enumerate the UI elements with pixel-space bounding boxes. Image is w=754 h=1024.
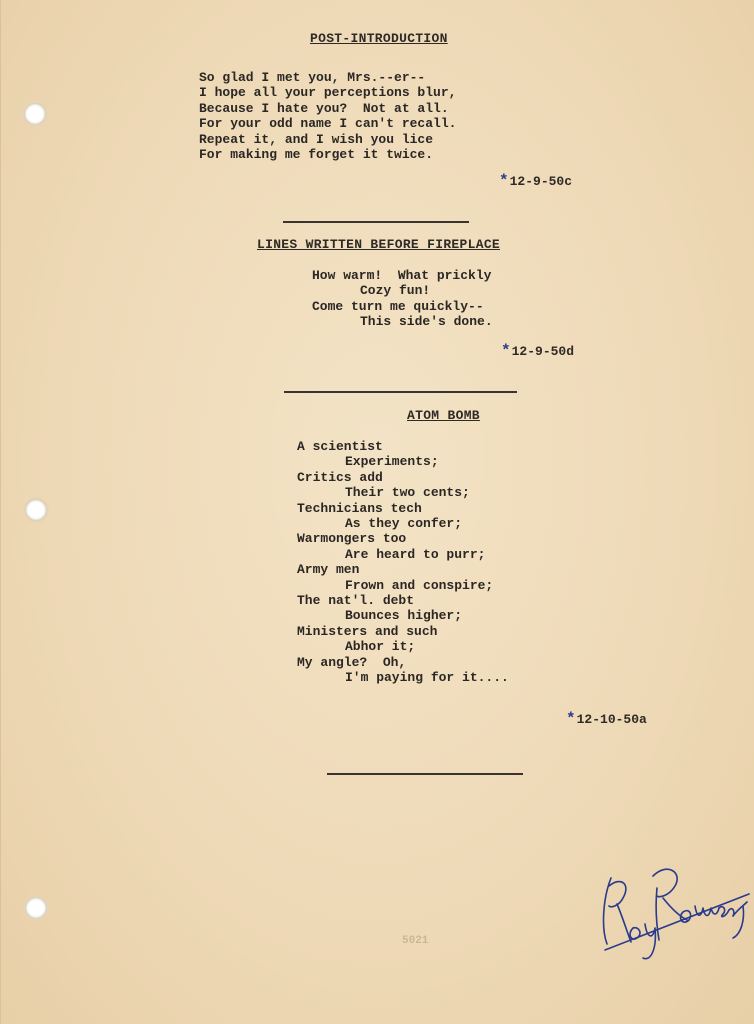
poem-line: Are heard to purr; — [345, 546, 486, 562]
section-divider-1 — [283, 221, 469, 223]
poem-line: My angle? Oh, — [297, 654, 407, 670]
poem-line: Because I hate you? Not at all. — [199, 100, 449, 116]
date-text: 12-9-50d — [511, 344, 575, 359]
poem-line: This side's done. — [360, 314, 493, 330]
poem-line: I hope all your perceptions blur, — [199, 85, 457, 101]
poem-title-post-introduction: POST-INTRODUCTION — [310, 31, 448, 46]
poem-date-2 — [501, 342, 574, 360]
ink-star-mark: * — [499, 172, 509, 190]
poem-line: Bounces higher; — [345, 608, 463, 624]
poem-body-atom-bomb — [297, 439, 509, 686]
poem-line: Ministers and such — [297, 623, 438, 639]
poem-line: For making me forget it twice. — [199, 147, 434, 163]
poem-line: Cozy fun! — [360, 283, 431, 299]
faint-page-number: 5021 — [402, 935, 429, 947]
poem-line: So glad I met you, Mrs.--er-- — [199, 70, 426, 85]
poem-line: Experiments; — [345, 454, 439, 470]
poem-line: I'm paying for it.... — [345, 670, 509, 686]
binder-hole-top — [24, 103, 46, 125]
ink-star-mark: * — [566, 710, 576, 728]
poem-line: Repeat it, and I wish you lice — [199, 131, 434, 147]
poem-line: The nat'l. debt — [297, 593, 415, 609]
poem-line: Their two cents; — [345, 485, 470, 501]
poem-body-fireplace — [312, 268, 493, 330]
poem-line: As they confer; — [345, 516, 463, 532]
poem-line: How warm! What prickly — [312, 268, 492, 283]
poem-line: For your odd name I can't recall. — [199, 116, 457, 132]
poem-line: Warmongers too — [297, 531, 407, 547]
handwritten-signature — [597, 858, 753, 968]
binder-hole-middle — [25, 499, 47, 521]
poem-line: Technicians tech — [297, 500, 422, 516]
ink-star-mark: * — [501, 342, 511, 360]
section-divider-3 — [327, 773, 523, 775]
poem-date-1 — [499, 172, 572, 190]
poem-line: Frown and conspire; — [345, 577, 494, 593]
binder-hole-bottom — [25, 897, 47, 919]
section-divider-2 — [284, 391, 517, 393]
poem-body-post-introduction — [199, 70, 456, 162]
poem-line: Abhor it; — [345, 639, 416, 655]
poem-line: Critics add — [297, 469, 383, 485]
date-text: 12-9-50c — [509, 174, 573, 189]
poem-title-fireplace: LINES WRITTEN BEFORE FIREPLACE — [257, 237, 501, 252]
poem-line: Army men — [297, 562, 360, 578]
date-text: 12-10-50a — [576, 712, 647, 727]
poem-date-3 — [566, 710, 647, 728]
poem-title-atom-bomb: ATOM BOMB — [407, 408, 480, 423]
poem-line: Come turn me quickly-- — [312, 298, 484, 314]
poem-line: A scientist — [297, 439, 383, 454]
